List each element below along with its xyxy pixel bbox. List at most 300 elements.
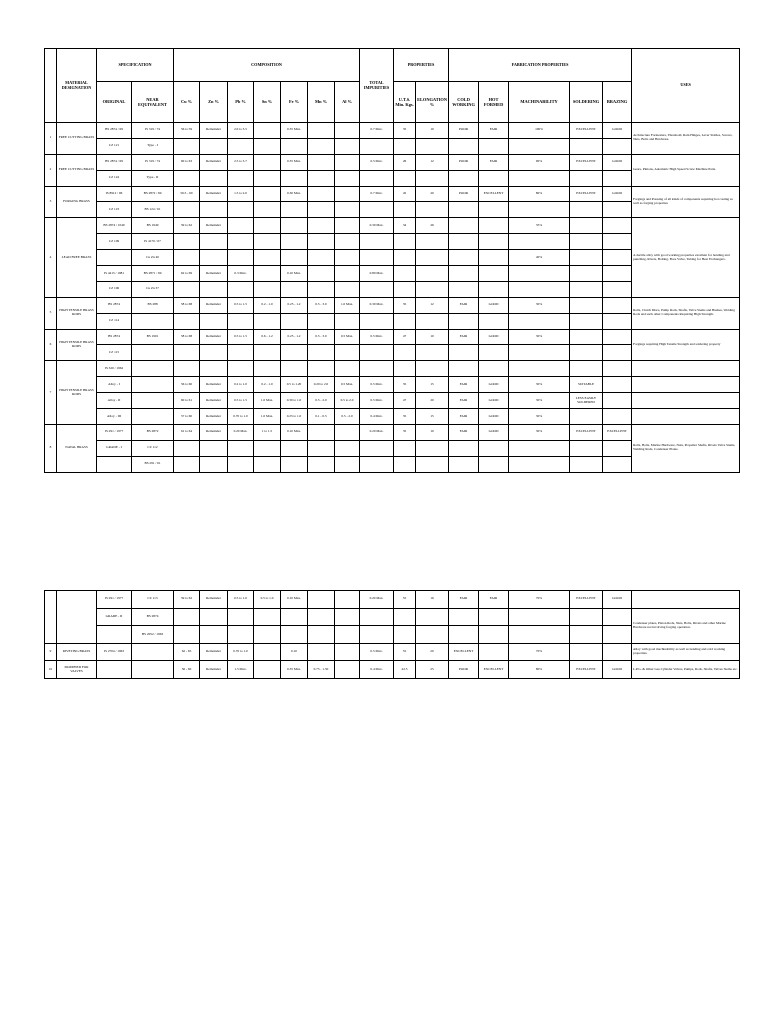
cell-sn bbox=[254, 345, 281, 361]
cell-machinability bbox=[509, 608, 570, 626]
cell-mn: 0.20 to 2.0 bbox=[308, 377, 335, 393]
cell-near-equivalent: Type - II bbox=[132, 170, 174, 186]
cell-mn bbox=[308, 186, 335, 202]
uses-description bbox=[632, 591, 740, 609]
cell-cu bbox=[174, 456, 200, 472]
cell-machinability: 70% bbox=[509, 591, 570, 609]
cell-total-impurities: 0.5 Max. bbox=[360, 329, 394, 345]
cell-elongation bbox=[416, 250, 449, 266]
cell-al bbox=[335, 138, 360, 154]
cell-total-impurities: 0.80 Max. bbox=[360, 266, 394, 282]
cell-brazing bbox=[603, 234, 632, 250]
cell-fe bbox=[281, 361, 308, 377]
cell-near-equivalent bbox=[132, 377, 174, 393]
cell-uts: 35 bbox=[394, 409, 416, 425]
cell-fe: 0.30 Max. bbox=[281, 186, 308, 202]
cell-uts: 42.5 bbox=[394, 661, 416, 679]
cell-cold-working bbox=[449, 266, 479, 282]
cell-cu: 57 to 60 bbox=[174, 409, 200, 425]
cell-near-equivalent: CZ 113 bbox=[132, 591, 174, 609]
cell-sn bbox=[254, 250, 281, 266]
cell-cold-working: POOR bbox=[449, 186, 479, 202]
cell-soldering bbox=[570, 313, 603, 329]
cell-soldering: EXCELLENT bbox=[570, 186, 603, 202]
cell-sn: 1.0 Max. bbox=[254, 409, 281, 425]
cell-elongation bbox=[416, 626, 449, 644]
header-hot-formed: HOT FORMED bbox=[479, 82, 509, 123]
cell-cold-working: POOR bbox=[449, 154, 479, 170]
cell-al: 0.5 Max. bbox=[335, 329, 360, 345]
cell-total-impurities bbox=[360, 281, 394, 297]
cell-fe bbox=[281, 313, 308, 329]
cell-pb: 0.5 to 1.5 bbox=[228, 329, 254, 345]
cell-cold-working bbox=[449, 440, 479, 456]
cell-cold-working bbox=[449, 138, 479, 154]
table-row bbox=[45, 154, 740, 170]
cell-cu bbox=[174, 138, 200, 154]
cell-pb: 2.5 to 3.7 bbox=[228, 154, 254, 170]
cell-fe bbox=[281, 626, 308, 644]
cell-uts bbox=[394, 202, 416, 218]
cell-original bbox=[97, 626, 132, 644]
cell-zn bbox=[200, 608, 228, 626]
cell-mn bbox=[308, 424, 335, 440]
cell-pb bbox=[228, 626, 254, 644]
cell-machinability: 90% bbox=[509, 154, 570, 170]
cell-near-equivalent: BS 1949 bbox=[132, 218, 174, 234]
cell-al: 1.0 Max. bbox=[335, 297, 360, 313]
cell-cu: 62 - 65 bbox=[174, 643, 200, 661]
cell-cold-working bbox=[449, 608, 479, 626]
cell-zn bbox=[200, 202, 228, 218]
cell-mn bbox=[308, 266, 335, 282]
cell-soldering bbox=[570, 218, 603, 234]
table-row bbox=[45, 377, 740, 393]
material-designation: HIGH TENSILE BRASS RODS bbox=[57, 329, 97, 361]
cell-mn bbox=[308, 643, 335, 661]
cell-near-equivalent: Cu Zn 40 bbox=[132, 250, 174, 266]
cell-pb bbox=[228, 234, 254, 250]
cell-machinability bbox=[509, 202, 570, 218]
cell-elongation bbox=[416, 234, 449, 250]
cell-cold-working: FAIR bbox=[449, 297, 479, 313]
cell-pb: 0.3 Max. bbox=[228, 266, 254, 282]
cell-al bbox=[335, 218, 360, 234]
cell-soldering bbox=[570, 281, 603, 297]
cell-pb bbox=[228, 138, 254, 154]
cell-mn: 0.5 - 3.0 bbox=[308, 297, 335, 313]
uses-description: Rolls, Clutch Discs, Pump Rods, Shafts, Valve Stems and Bushes, Welding Rods and such other Components Requiring High Strength. bbox=[632, 297, 740, 329]
cell-uts bbox=[394, 170, 416, 186]
cell-uts: 35 bbox=[394, 424, 416, 440]
cell-original: GRADE - I bbox=[97, 440, 132, 456]
cell-hot-formed bbox=[479, 456, 509, 472]
header-soldering: SOLDERING bbox=[570, 82, 603, 123]
cell-cu: 59 to 62 bbox=[174, 218, 200, 234]
table-row bbox=[45, 643, 740, 661]
cell-cu: 56.5 - 60 bbox=[174, 186, 200, 202]
cell-fe: 0.25 to 1.0 bbox=[281, 409, 308, 425]
cell-fe bbox=[281, 456, 308, 472]
cell-fe: 0.35 Max. bbox=[281, 123, 308, 139]
cell-uts: 35 bbox=[394, 297, 416, 313]
cell-brazing bbox=[603, 440, 632, 456]
cell-cold-working: POOR bbox=[449, 123, 479, 139]
cell-cold-working bbox=[449, 170, 479, 186]
cell-machinability bbox=[509, 626, 570, 644]
cell-mn: 0.5 - 3.0 bbox=[308, 329, 335, 345]
cell-hot-formed: GOOD bbox=[479, 393, 509, 409]
cell-elongation: 10 bbox=[416, 329, 449, 345]
cell-fe bbox=[281, 250, 308, 266]
cell-total-impurities: 0.5 Max. bbox=[360, 393, 394, 409]
cell-pb: 2.0 to 3.5 bbox=[228, 123, 254, 139]
cell-cold-working bbox=[449, 313, 479, 329]
cell-total-impurities bbox=[360, 608, 394, 626]
cell-cold-working: FAIR bbox=[449, 329, 479, 345]
cell-total-impurities bbox=[360, 250, 394, 266]
material-designation: MODIFIED FOR VALVES bbox=[57, 661, 97, 679]
uses-description: A ductile alloy with good working properties excellent for bending and punching, Rivets, Bolting, Bore Valve, Tubing for Heat Exchangers. bbox=[632, 218, 740, 297]
cell-total-impurities bbox=[360, 345, 394, 361]
cell-machinability: 30% bbox=[509, 377, 570, 393]
header-near-equivalent: NEAR EQUIVALENT bbox=[132, 82, 174, 123]
group-number: 4 bbox=[45, 218, 57, 297]
cell-hot-formed bbox=[479, 170, 509, 186]
cell-pb: 0.20 Max. bbox=[228, 424, 254, 440]
cell-hot-formed bbox=[479, 202, 509, 218]
cell-al: 0.5 Max. bbox=[335, 377, 360, 393]
cell-mn bbox=[308, 234, 335, 250]
cell-hot-formed bbox=[479, 361, 509, 377]
cell-cu bbox=[174, 250, 200, 266]
uses-description: Forgings requiring High Tensile Strength and soldering property bbox=[632, 329, 740, 361]
cell-elongation: 12 bbox=[416, 154, 449, 170]
cell-soldering: EXCELLENT bbox=[570, 123, 603, 139]
cell-machinability: 70% bbox=[509, 643, 570, 661]
cell-fe: 0.25 - 1.2 bbox=[281, 297, 308, 313]
cell-near-equivalent: BS 2052 / 1963 bbox=[132, 626, 174, 644]
cell-hot-formed: EXCELLENT bbox=[479, 661, 509, 679]
cell-elongation: 15 bbox=[416, 409, 449, 425]
cell-near-equivalent bbox=[132, 643, 174, 661]
cell-original: IS 320 / 1962 bbox=[97, 361, 132, 377]
cell-fe: 0.10 Max. bbox=[281, 266, 308, 282]
cell-uts bbox=[394, 281, 416, 297]
cell-elongation bbox=[416, 608, 449, 626]
cell-soldering bbox=[570, 456, 603, 472]
cell-mn bbox=[308, 218, 335, 234]
cell-total-impurities bbox=[360, 138, 394, 154]
header-machinability: MACHINABILITY bbox=[509, 82, 570, 123]
cell-sn bbox=[254, 361, 281, 377]
material-designation: FORGING BRASS bbox=[57, 186, 97, 218]
cell-uts: 35 bbox=[394, 377, 416, 393]
cell-total-impurities: 0.20 Max. bbox=[360, 424, 394, 440]
cell-near-equivalent bbox=[132, 409, 174, 425]
cell-machinability bbox=[509, 170, 570, 186]
cell-sn bbox=[254, 608, 281, 626]
cell-brazing bbox=[603, 266, 632, 282]
cell-pb bbox=[228, 456, 254, 472]
material-designation bbox=[57, 591, 97, 644]
cell-near-equivalent: BS 124 / 61 bbox=[132, 202, 174, 218]
cell-cold-working: POOR bbox=[449, 661, 479, 679]
cell-pb bbox=[228, 440, 254, 456]
cell-soldering bbox=[570, 234, 603, 250]
cell-zn bbox=[200, 234, 228, 250]
cell-zn: Remainder bbox=[200, 266, 228, 282]
cell-cold-working: FAIR bbox=[449, 393, 479, 409]
cell-al bbox=[335, 626, 360, 644]
group-number: 9 bbox=[45, 643, 57, 661]
cell-brazing bbox=[603, 329, 632, 345]
cell-hot-formed: GOOD bbox=[479, 424, 509, 440]
cell-al bbox=[335, 234, 360, 250]
cell-brazing bbox=[603, 297, 632, 313]
group-number: 3 bbox=[45, 186, 57, 218]
cell-mn bbox=[308, 123, 335, 139]
cell-mn bbox=[308, 345, 335, 361]
cell-al bbox=[335, 361, 360, 377]
cell-al bbox=[335, 123, 360, 139]
cell-original bbox=[97, 661, 132, 679]
cell-sn bbox=[254, 440, 281, 456]
cell-near-equivalent bbox=[132, 345, 174, 361]
uses-description: Forgings and Pressing of all kinds of components requiring hot casting as well as forging properties bbox=[632, 186, 740, 218]
cell-original: BS 2874 / 69 bbox=[97, 154, 132, 170]
cell-mn bbox=[308, 608, 335, 626]
cell-pb: 0.5 to 1.5 bbox=[228, 297, 254, 313]
cell-machinability bbox=[509, 138, 570, 154]
cell-near-equivalent: BS 2874 bbox=[132, 608, 174, 626]
cell-sn bbox=[254, 266, 281, 282]
cell-hot-formed bbox=[479, 266, 509, 282]
cell-pb bbox=[228, 170, 254, 186]
cell-mn bbox=[308, 361, 335, 377]
cell-near-equivalent bbox=[132, 393, 174, 409]
cell-soldering bbox=[570, 440, 603, 456]
material-designation: NAVAL BRASS bbox=[57, 424, 97, 472]
cell-hot-formed: FAIR bbox=[479, 591, 509, 609]
cell-sn: 0.5 to 1.0 bbox=[254, 591, 281, 609]
cell-machinability bbox=[509, 440, 570, 456]
cell-total-impurities: 0.30 Max. bbox=[360, 297, 394, 313]
cell-zn bbox=[200, 626, 228, 644]
cell-original: CZ 109 bbox=[97, 234, 132, 250]
cell-fe bbox=[281, 218, 308, 234]
cell-brazing bbox=[603, 377, 632, 393]
cell-al bbox=[335, 661, 360, 679]
cell-brazing: GOOD bbox=[603, 186, 632, 202]
cell-hot-formed: GOOD bbox=[479, 409, 509, 425]
uses-description bbox=[632, 361, 740, 377]
cell-original: BS 2874 / 69 bbox=[97, 123, 132, 139]
header-fabrication: FABRICATION PROPERTIES bbox=[449, 49, 632, 82]
cell-near-equivalent: Type - I bbox=[132, 138, 174, 154]
cell-al bbox=[335, 424, 360, 440]
cell-uts bbox=[394, 234, 416, 250]
cell-total-impurities bbox=[360, 626, 394, 644]
cell-pb: 1.5 Max. bbox=[228, 661, 254, 679]
cell-total-impurities: 0.7 Max. bbox=[360, 123, 394, 139]
cell-zn: Remainder bbox=[200, 591, 228, 609]
cell-brazing bbox=[603, 409, 632, 425]
material-designation: RIVETING BRASS bbox=[57, 643, 97, 661]
cell-elongation bbox=[416, 202, 449, 218]
cell-fe: 0.25 - 1.2 bbox=[281, 329, 308, 345]
cell-pb: 0.70 to 1.0 bbox=[228, 409, 254, 425]
cell-elongation bbox=[416, 440, 449, 456]
cell-hot-formed bbox=[479, 440, 509, 456]
cell-fe bbox=[281, 608, 308, 626]
cell-cu bbox=[174, 608, 200, 626]
cell-total-impurities: 0.20 Max. bbox=[360, 591, 394, 609]
cell-fe: 0.35 Max. bbox=[281, 661, 308, 679]
cell-brazing bbox=[603, 393, 632, 409]
cell-pb bbox=[228, 313, 254, 329]
cell-near-equivalent bbox=[132, 661, 174, 679]
cell-cold-working bbox=[449, 250, 479, 266]
cell-cold-working: FAIR bbox=[449, 377, 479, 393]
cell-cu bbox=[174, 170, 200, 186]
table-row bbox=[45, 361, 740, 377]
cell-mn: 0.1 - 0.5 bbox=[308, 409, 335, 425]
cell-sn bbox=[254, 123, 281, 139]
header-sn: Sn % bbox=[254, 82, 281, 123]
header-specification: SPECIFICATION bbox=[97, 49, 174, 82]
cell-machinability: 30% bbox=[509, 329, 570, 345]
uses-description: Architecture Fortnesters, Threshold, Rain Hinges, Lever Stables, Screws, Nuts, Bolts and Hardware. bbox=[632, 123, 740, 155]
cell-total-impurities bbox=[360, 234, 394, 250]
material-designation: FREE CUTTING BRASS bbox=[57, 123, 97, 155]
cell-original: IS 2704 / 1963 bbox=[97, 643, 132, 661]
cell-original: BS 2874 bbox=[97, 297, 132, 313]
cell-zn: Remainder bbox=[200, 329, 228, 345]
cell-fe bbox=[281, 234, 308, 250]
cell-pb bbox=[228, 281, 254, 297]
cell-machinability bbox=[509, 234, 570, 250]
cell-sn: 1.0 Max. bbox=[254, 393, 281, 409]
cell-sn bbox=[254, 234, 281, 250]
cell-hot-formed bbox=[479, 218, 509, 234]
cell-total-impurities: 0.5 Max. bbox=[360, 154, 394, 170]
table-row bbox=[45, 186, 740, 202]
cell-uts bbox=[394, 250, 416, 266]
cell-uts: 35 bbox=[394, 643, 416, 661]
cell-brazing bbox=[603, 281, 632, 297]
cell-cu: 56 to 59 bbox=[174, 123, 200, 139]
cell-uts bbox=[394, 313, 416, 329]
cell-near-equivalent bbox=[132, 361, 174, 377]
cell-cold-working bbox=[449, 361, 479, 377]
cell-soldering: LESS EASILY SOLDERED bbox=[570, 393, 603, 409]
cell-original: BS 2874 / 1040 bbox=[97, 218, 132, 234]
cell-uts: 35 bbox=[394, 123, 416, 139]
cell-mn bbox=[308, 313, 335, 329]
cell-machinability: 35% bbox=[509, 218, 570, 234]
cell-zn: Remainder bbox=[200, 154, 228, 170]
cell-near-equivalent: BS 2872 / 69 bbox=[132, 186, 174, 202]
cell-total-impurities bbox=[360, 170, 394, 186]
cell-uts: 47 bbox=[394, 393, 416, 409]
cell-cu bbox=[174, 281, 200, 297]
cell-near-equivalent: IS 4170 / 67 bbox=[132, 234, 174, 250]
cell-near-equivalent: BS 1901 bbox=[132, 329, 174, 345]
cell-hot-formed bbox=[479, 345, 509, 361]
cell-cu bbox=[174, 345, 200, 361]
table-row bbox=[45, 393, 740, 409]
material-designation: FREE CUTTING BRASS bbox=[57, 154, 97, 186]
cell-soldering bbox=[570, 170, 603, 186]
cell-elongation: 20 bbox=[416, 643, 449, 661]
header-brazing: BRAZING bbox=[603, 82, 632, 123]
cell-hot-formed bbox=[479, 643, 509, 661]
cell-al bbox=[335, 281, 360, 297]
cell-zn bbox=[200, 313, 228, 329]
cell-total-impurities: 0.5 Max. bbox=[360, 377, 394, 393]
cell-soldering: EXCELLENT bbox=[570, 154, 603, 170]
header-total-impurities: TOTAL IMPURITIES bbox=[360, 49, 394, 123]
cell-cu: 60 to 61 bbox=[174, 393, 200, 409]
cell-zn: Remainder bbox=[200, 661, 228, 679]
cell-fe: 0.30 to 1.0 bbox=[281, 393, 308, 409]
cell-cold-working: FAIR bbox=[449, 409, 479, 425]
cell-al bbox=[335, 250, 360, 266]
cell-cu: 60 to 63 bbox=[174, 154, 200, 170]
cell-zn: Remainder bbox=[200, 643, 228, 661]
cell-elongation bbox=[416, 170, 449, 186]
group-number: 10 bbox=[45, 661, 57, 679]
brass-spec-table bbox=[44, 48, 740, 473]
cell-machinability bbox=[509, 456, 570, 472]
cell-mn bbox=[308, 250, 335, 266]
cell-machinability: 40% bbox=[509, 250, 570, 266]
cell-cu: 61 to 64 bbox=[174, 424, 200, 440]
cell-original: CZ 114 bbox=[97, 313, 132, 329]
table-row bbox=[45, 591, 740, 609]
header-mn: Mn % bbox=[308, 82, 335, 123]
group-number: 8 bbox=[45, 424, 57, 472]
cell-fe: 0.35 Max. bbox=[281, 154, 308, 170]
cell-fe: 0.5 to 1.20 bbox=[281, 377, 308, 393]
cell-uts: 26 bbox=[394, 154, 416, 170]
group-number: 1 bbox=[45, 123, 57, 155]
cell-near-equivalent: BS 2871 / 69 bbox=[132, 266, 174, 282]
cell-machinability: 30% bbox=[509, 393, 570, 409]
cell-sn bbox=[254, 154, 281, 170]
cell-pb: 0.2 to 1.0 bbox=[228, 377, 254, 393]
cell-zn bbox=[200, 170, 228, 186]
uses-description: Rolls, Bolts, Marine Hardware, Nuts, Propeller Shafts, Rivets Valve Stems, Welding Rods, Condenser Plates. bbox=[632, 424, 740, 472]
cell-zn: Remainder bbox=[200, 424, 228, 440]
cell-machinability: 30% bbox=[509, 424, 570, 440]
cell-original: Alloy - III bbox=[97, 409, 132, 425]
cell-cold-working bbox=[449, 218, 479, 234]
cell-soldering bbox=[570, 297, 603, 313]
cell-brazing bbox=[603, 456, 632, 472]
cell-total-impurities: 0.4 Max. bbox=[360, 661, 394, 679]
cell-brazing bbox=[603, 608, 632, 626]
cell-sn: 0.2 - 1.0 bbox=[254, 377, 281, 393]
uses-description bbox=[632, 393, 740, 409]
material-designation: HIGH TENSILE BRASS RODS bbox=[57, 361, 97, 425]
header-al: Al % bbox=[335, 82, 360, 123]
header-material: MATERIAL DESIGNATION bbox=[57, 49, 97, 123]
cell-near-equivalent: IS 319 / 74 bbox=[132, 123, 174, 139]
cell-soldering bbox=[570, 250, 603, 266]
cell-elongation: 12 bbox=[416, 297, 449, 313]
